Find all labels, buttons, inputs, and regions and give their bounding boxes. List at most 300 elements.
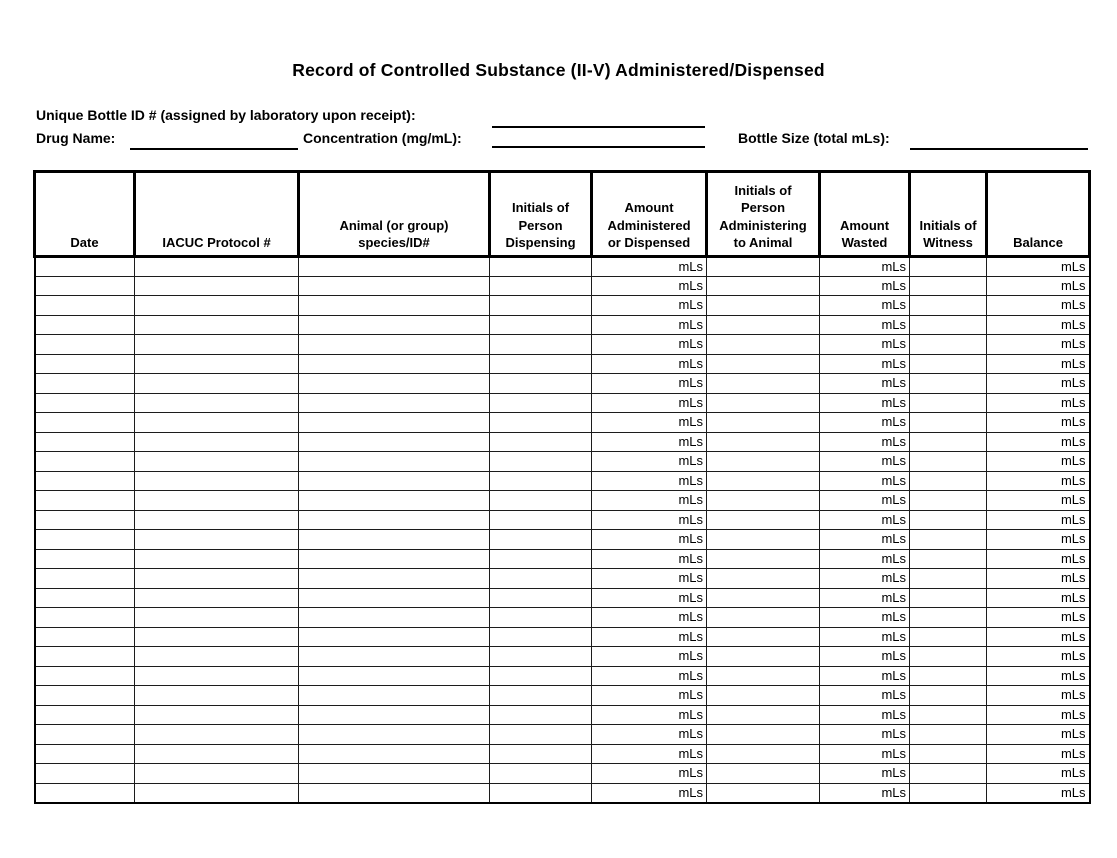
table-cell-amount-administered-or-dispensed: mLs [592, 530, 707, 550]
table-row [35, 705, 1090, 725]
table-cell-date [35, 608, 135, 628]
table-cell-date [35, 413, 135, 433]
table-row [35, 666, 1090, 686]
unique-bottle-id-label: Unique Bottle ID # (assigned by laboratory upon receipt): [36, 107, 416, 123]
table-cell-initials-of-person-dispensing [490, 744, 592, 764]
table-cell-initials-of-witness [910, 647, 987, 667]
table-row [35, 549, 1090, 569]
table-cell-amount-administered-or-dispensed: mLs [592, 705, 707, 725]
table-cell-animal-or-group-species-id [299, 296, 490, 316]
table-cell-initials-of-witness [910, 257, 987, 277]
table-cell-iacuc-protocol [135, 705, 299, 725]
table-cell-animal-or-group-species-id [299, 257, 490, 277]
table-cell-amount-administered-or-dispensed: mLs [592, 725, 707, 745]
table-row [35, 783, 1090, 803]
table-cell-date [35, 315, 135, 335]
table-cell-initials-of-person-dispensing [490, 374, 592, 394]
table-cell-date [35, 744, 135, 764]
table-cell-iacuc-protocol [135, 588, 299, 608]
table-row [35, 588, 1090, 608]
table-cell-initials-of-person-dispensing [490, 666, 592, 686]
table-cell-initials-of-person-administering-to-animal [707, 296, 820, 316]
table-cell-initials-of-person-dispensing [490, 764, 592, 784]
table-row [35, 491, 1090, 511]
table-header-row [35, 172, 1090, 257]
table-row [35, 569, 1090, 589]
table-cell-initials-of-person-administering-to-animal [707, 393, 820, 413]
table-cell-initials-of-person-dispensing [490, 569, 592, 589]
table-cell-initials-of-person-dispensing [490, 510, 592, 530]
table-cell-animal-or-group-species-id [299, 686, 490, 706]
table-cell-initials-of-person-dispensing [490, 588, 592, 608]
table-cell-initials-of-person-administering-to-animal [707, 686, 820, 706]
table-cell-iacuc-protocol [135, 393, 299, 413]
table-cell-date [35, 588, 135, 608]
drug-name-blank-line [130, 148, 298, 150]
drug-name-label: Drug Name: [36, 130, 116, 146]
column-header-label: Initials of Person Administering to Animal [719, 182, 807, 251]
table-cell-initials-of-person-administering-to-animal [707, 588, 820, 608]
table-cell-initials-of-witness [910, 686, 987, 706]
column-header-amount-wasted [820, 172, 910, 257]
table-cell-initials-of-witness [910, 276, 987, 296]
table-cell-balance: mLs [987, 452, 1090, 472]
table-cell-initials-of-person-dispensing [490, 452, 592, 472]
table-cell-amount-administered-or-dispensed: mLs [592, 744, 707, 764]
table-cell-balance: mLs [987, 666, 1090, 686]
table-cell-amount-administered-or-dispensed: mLs [592, 471, 707, 491]
table-cell-animal-or-group-species-id [299, 432, 490, 452]
column-header-label: Initials of Person Dispensing [505, 200, 576, 251]
table-cell-initials-of-witness [910, 432, 987, 452]
table-cell-balance: mLs [987, 744, 1090, 764]
table-cell-amount-administered-or-dispensed: mLs [592, 276, 707, 296]
table-cell-initials-of-witness [910, 764, 987, 784]
column-header-initials-of-witness [910, 172, 987, 257]
table-cell-initials-of-person-dispensing [490, 354, 592, 374]
table-cell-balance: mLs [987, 686, 1090, 706]
table-cell-initials-of-witness [910, 374, 987, 394]
table-cell-initials-of-witness [910, 354, 987, 374]
table-cell-animal-or-group-species-id [299, 627, 490, 647]
table-cell-animal-or-group-species-id [299, 413, 490, 433]
table-cell-iacuc-protocol [135, 296, 299, 316]
table-cell-initials-of-witness [910, 413, 987, 433]
table-row [35, 354, 1090, 374]
table-cell-balance: mLs [987, 549, 1090, 569]
table-cell-date [35, 374, 135, 394]
table-cell-iacuc-protocol [135, 549, 299, 569]
column-header-label: IACUC Protocol # [162, 235, 271, 251]
table-cell-iacuc-protocol [135, 530, 299, 550]
table-cell-iacuc-protocol [135, 725, 299, 745]
table-cell-animal-or-group-species-id [299, 744, 490, 764]
table-cell-date [35, 530, 135, 550]
table-cell-amount-administered-or-dispensed: mLs [592, 296, 707, 316]
table-cell-date [35, 296, 135, 316]
table-cell-balance: mLs [987, 393, 1090, 413]
table-cell-iacuc-protocol [135, 354, 299, 374]
table-cell-amount-administered-or-dispensed: mLs [592, 335, 707, 355]
table-cell-initials-of-person-administering-to-animal [707, 705, 820, 725]
column-header-label: Amount Administered or Dispensed [607, 200, 691, 251]
table-cell-initials-of-person-administering-to-animal [707, 783, 820, 803]
table-cell-iacuc-protocol [135, 491, 299, 511]
table-cell-initials-of-person-administering-to-animal [707, 491, 820, 511]
table-cell-iacuc-protocol [135, 666, 299, 686]
table-cell-balance: mLs [987, 374, 1090, 394]
bottle-size-blank-line [910, 148, 1088, 150]
table-cell-amount-wasted: mLs [820, 783, 910, 803]
table-cell-initials-of-witness [910, 393, 987, 413]
table-cell-initials-of-person-dispensing [490, 257, 592, 277]
table-cell-iacuc-protocol [135, 471, 299, 491]
table-cell-amount-wasted: mLs [820, 432, 910, 452]
table-cell-animal-or-group-species-id [299, 354, 490, 374]
table-cell-animal-or-group-species-id [299, 764, 490, 784]
table-cell-date [35, 354, 135, 374]
table-cell-initials-of-person-dispensing [490, 432, 592, 452]
table-cell-initials-of-person-administering-to-animal [707, 413, 820, 433]
table-cell-date [35, 647, 135, 667]
table-cell-date [35, 569, 135, 589]
column-header-label: Balance [1013, 235, 1063, 251]
table-cell-animal-or-group-species-id [299, 569, 490, 589]
table-cell-animal-or-group-species-id [299, 452, 490, 472]
table-cell-iacuc-protocol [135, 627, 299, 647]
table-cell-amount-wasted: mLs [820, 452, 910, 472]
table-row [35, 276, 1090, 296]
table-cell-date [35, 627, 135, 647]
table-cell-amount-administered-or-dispensed: mLs [592, 374, 707, 394]
table-cell-initials-of-person-administering-to-animal [707, 452, 820, 472]
table-cell-amount-administered-or-dispensed: mLs [592, 627, 707, 647]
column-header-amount-administered-or-dispensed [592, 172, 707, 257]
table-row [35, 335, 1090, 355]
table-cell-initials-of-witness [910, 549, 987, 569]
table-cell-iacuc-protocol [135, 452, 299, 472]
table-cell-amount-administered-or-dispensed: mLs [592, 764, 707, 784]
table-cell-initials-of-witness [910, 627, 987, 647]
table-row [35, 471, 1090, 491]
table-cell-amount-wasted: mLs [820, 393, 910, 413]
table-cell-iacuc-protocol [135, 647, 299, 667]
table-cell-balance: mLs [987, 296, 1090, 316]
column-header-balance [987, 172, 1090, 257]
table-cell-initials-of-person-dispensing [490, 549, 592, 569]
table-cell-balance: mLs [987, 432, 1090, 452]
table-cell-date [35, 452, 135, 472]
table-cell-amount-wasted: mLs [820, 276, 910, 296]
table-cell-balance: mLs [987, 588, 1090, 608]
table-cell-iacuc-protocol [135, 686, 299, 706]
table-cell-iacuc-protocol [135, 569, 299, 589]
table-cell-initials-of-person-dispensing [490, 491, 592, 511]
table-cell-initials-of-witness [910, 608, 987, 628]
table-cell-animal-or-group-species-id [299, 608, 490, 628]
table-cell-iacuc-protocol [135, 783, 299, 803]
table-cell-animal-or-group-species-id [299, 725, 490, 745]
table-cell-initials-of-person-administering-to-animal [707, 530, 820, 550]
table-cell-initials-of-witness [910, 666, 987, 686]
table-cell-date [35, 257, 135, 277]
table-cell-animal-or-group-species-id [299, 491, 490, 511]
table-cell-amount-wasted: mLs [820, 510, 910, 530]
table-cell-initials-of-witness [910, 491, 987, 511]
table-cell-amount-wasted: mLs [820, 647, 910, 667]
table-cell-balance: mLs [987, 647, 1090, 667]
table-cell-amount-administered-or-dispensed: mLs [592, 257, 707, 277]
table-cell-balance: mLs [987, 257, 1090, 277]
table-row [35, 296, 1090, 316]
record-table [33, 170, 1091, 804]
table-cell-balance: mLs [987, 315, 1090, 335]
table-cell-balance: mLs [987, 510, 1090, 530]
table-cell-date [35, 491, 135, 511]
table-cell-initials-of-person-administering-to-animal [707, 549, 820, 569]
table-cell-initials-of-person-administering-to-animal [707, 471, 820, 491]
table-cell-amount-wasted: mLs [820, 705, 910, 725]
record-table-container [33, 170, 1091, 804]
table-cell-initials-of-witness [910, 588, 987, 608]
table-row [35, 413, 1090, 433]
table-cell-amount-administered-or-dispensed: mLs [592, 686, 707, 706]
table-cell-initials-of-witness [910, 510, 987, 530]
table-cell-initials-of-person-dispensing [490, 627, 592, 647]
table-cell-balance: mLs [987, 569, 1090, 589]
table-cell-balance: mLs [987, 783, 1090, 803]
table-cell-amount-wasted: mLs [820, 569, 910, 589]
table-cell-animal-or-group-species-id [299, 588, 490, 608]
table-cell-balance: mLs [987, 627, 1090, 647]
table-cell-iacuc-protocol [135, 374, 299, 394]
table-cell-initials-of-person-dispensing [490, 705, 592, 725]
table-cell-amount-wasted: mLs [820, 354, 910, 374]
table-row [35, 393, 1090, 413]
table-cell-initials-of-witness [910, 705, 987, 725]
table-cell-initials-of-witness [910, 530, 987, 550]
table-cell-initials-of-person-administering-to-animal [707, 276, 820, 296]
table-cell-animal-or-group-species-id [299, 549, 490, 569]
table-cell-initials-of-witness [910, 335, 987, 355]
table-cell-amount-wasted: mLs [820, 374, 910, 394]
column-header-iacuc-protocol [135, 172, 299, 257]
table-cell-initials-of-person-dispensing [490, 530, 592, 550]
table-cell-initials-of-person-administering-to-animal [707, 647, 820, 667]
table-cell-initials-of-witness [910, 783, 987, 803]
table-cell-amount-administered-or-dispensed: mLs [592, 569, 707, 589]
table-cell-date [35, 764, 135, 784]
table-cell-amount-administered-or-dispensed: mLs [592, 413, 707, 433]
table-cell-animal-or-group-species-id [299, 471, 490, 491]
table-cell-initials-of-person-administering-to-animal [707, 569, 820, 589]
table-cell-balance: mLs [987, 705, 1090, 725]
column-header-label: Initials of Witness [919, 217, 977, 251]
table-cell-balance: mLs [987, 491, 1090, 511]
table-row [35, 725, 1090, 745]
table-row [35, 257, 1090, 277]
table-row [35, 510, 1090, 530]
table-cell-animal-or-group-species-id [299, 705, 490, 725]
table-cell-initials-of-person-administering-to-animal [707, 725, 820, 745]
table-cell-amount-wasted: mLs [820, 530, 910, 550]
table-cell-balance: mLs [987, 354, 1090, 374]
table-cell-animal-or-group-species-id [299, 647, 490, 667]
table-cell-initials-of-person-dispensing [490, 783, 592, 803]
table-cell-initials-of-witness [910, 725, 987, 745]
table-cell-amount-wasted: mLs [820, 666, 910, 686]
table-cell-iacuc-protocol [135, 315, 299, 335]
table-cell-amount-wasted: mLs [820, 471, 910, 491]
table-cell-initials-of-person-administering-to-animal [707, 510, 820, 530]
column-header-label: Date [70, 235, 99, 251]
concentration-blank-line [492, 146, 705, 148]
table-cell-animal-or-group-species-id [299, 510, 490, 530]
table-cell-amount-administered-or-dispensed: mLs [592, 608, 707, 628]
table-cell-animal-or-group-species-id [299, 335, 490, 355]
table-cell-animal-or-group-species-id [299, 666, 490, 686]
table-cell-animal-or-group-species-id [299, 276, 490, 296]
table-cell-balance: mLs [987, 276, 1090, 296]
table-row [35, 647, 1090, 667]
table-cell-amount-administered-or-dispensed: mLs [592, 354, 707, 374]
table-row [35, 608, 1090, 628]
table-cell-amount-wasted: mLs [820, 764, 910, 784]
table-cell-date [35, 393, 135, 413]
table-cell-initials-of-person-administering-to-animal [707, 257, 820, 277]
page-title: Record of Controlled Substance (II-V) Administered/Dispensed [292, 60, 825, 80]
table-cell-initials-of-person-dispensing [490, 315, 592, 335]
table-cell-date [35, 725, 135, 745]
table-cell-amount-administered-or-dispensed: mLs [592, 315, 707, 335]
table-cell-iacuc-protocol [135, 257, 299, 277]
table-cell-date [35, 549, 135, 569]
table-cell-amount-administered-or-dispensed: mLs [592, 491, 707, 511]
table-cell-animal-or-group-species-id [299, 783, 490, 803]
table-cell-initials-of-person-dispensing [490, 393, 592, 413]
table-cell-initials-of-person-dispensing [490, 335, 592, 355]
table-cell-date [35, 510, 135, 530]
table-cell-amount-administered-or-dispensed: mLs [592, 432, 707, 452]
table-cell-initials-of-witness [910, 315, 987, 335]
table-cell-balance: mLs [987, 335, 1090, 355]
column-header-label: Amount Wasted [839, 217, 890, 251]
table-cell-initials-of-person-administering-to-animal [707, 744, 820, 764]
table-cell-date [35, 432, 135, 452]
table-cell-animal-or-group-species-id [299, 393, 490, 413]
table-cell-animal-or-group-species-id [299, 315, 490, 335]
table-cell-initials-of-person-administering-to-animal [707, 432, 820, 452]
table-cell-amount-administered-or-dispensed: mLs [592, 393, 707, 413]
table-cell-amount-administered-or-dispensed: mLs [592, 647, 707, 667]
table-cell-initials-of-person-administering-to-animal [707, 335, 820, 355]
table-cell-amount-administered-or-dispensed: mLs [592, 666, 707, 686]
table-cell-amount-wasted: mLs [820, 744, 910, 764]
table-cell-initials-of-person-administering-to-animal [707, 666, 820, 686]
table-cell-amount-wasted: mLs [820, 608, 910, 628]
table-cell-date [35, 276, 135, 296]
table-cell-amount-administered-or-dispensed: mLs [592, 452, 707, 472]
table-cell-initials-of-witness [910, 471, 987, 491]
table-cell-amount-administered-or-dispensed: mLs [592, 549, 707, 569]
table-cell-date [35, 666, 135, 686]
column-header-animal-or-group-species-id [299, 172, 490, 257]
column-header-label: Animal (or group) species/ID# [339, 217, 449, 251]
table-row [35, 315, 1090, 335]
table-cell-initials-of-person-dispensing [490, 471, 592, 491]
table-cell-iacuc-protocol [135, 335, 299, 355]
table-cell-iacuc-protocol [135, 608, 299, 628]
table-row [35, 627, 1090, 647]
table-row [35, 432, 1090, 452]
table-cell-initials-of-witness [910, 744, 987, 764]
table-cell-animal-or-group-species-id [299, 374, 490, 394]
table-cell-balance: mLs [987, 725, 1090, 745]
table-cell-amount-wasted: mLs [820, 413, 910, 433]
table-row [35, 686, 1090, 706]
table-cell-amount-wasted: mLs [820, 315, 910, 335]
table-cell-initials-of-person-administering-to-animal [707, 315, 820, 335]
table-cell-initials-of-witness [910, 296, 987, 316]
table-cell-amount-wasted: mLs [820, 257, 910, 277]
table-cell-animal-or-group-species-id [299, 530, 490, 550]
table-cell-date [35, 783, 135, 803]
table-row [35, 452, 1090, 472]
table-cell-amount-administered-or-dispensed: mLs [592, 510, 707, 530]
column-header-initials-of-person-administering-to-animal [707, 172, 820, 257]
table-cell-amount-wasted: mLs [820, 296, 910, 316]
table-cell-initials-of-person-administering-to-animal [707, 354, 820, 374]
table-cell-amount-wasted: mLs [820, 725, 910, 745]
table-cell-amount-wasted: mLs [820, 686, 910, 706]
table-cell-initials-of-person-administering-to-animal [707, 764, 820, 784]
table-row [35, 744, 1090, 764]
table-cell-balance: mLs [987, 608, 1090, 628]
table-cell-iacuc-protocol [135, 413, 299, 433]
table-cell-date [35, 471, 135, 491]
table-cell-iacuc-protocol [135, 432, 299, 452]
unique-bottle-id-blank-line [492, 126, 705, 128]
table-cell-balance: mLs [987, 413, 1090, 433]
table-row [35, 374, 1090, 394]
table-cell-amount-wasted: mLs [820, 549, 910, 569]
table-cell-amount-wasted: mLs [820, 588, 910, 608]
concentration-label: Concentration (mg/mL): [303, 130, 462, 146]
table-cell-iacuc-protocol [135, 764, 299, 784]
bottle-size-label: Bottle Size (total mLs): [738, 130, 890, 146]
column-header-date [35, 172, 135, 257]
table-cell-initials-of-person-administering-to-animal [707, 374, 820, 394]
table-cell-iacuc-protocol [135, 744, 299, 764]
table-cell-initials-of-person-dispensing [490, 608, 592, 628]
table-cell-amount-administered-or-dispensed: mLs [592, 783, 707, 803]
table-cell-initials-of-witness [910, 452, 987, 472]
table-cell-balance: mLs [987, 764, 1090, 784]
table-cell-initials-of-person-dispensing [490, 276, 592, 296]
table-cell-initials-of-person-administering-to-animal [707, 627, 820, 647]
table-cell-amount-wasted: mLs [820, 335, 910, 355]
table-row [35, 530, 1090, 550]
table-cell-initials-of-person-administering-to-animal [707, 608, 820, 628]
table-cell-date [35, 335, 135, 355]
table-cell-amount-administered-or-dispensed: mLs [592, 588, 707, 608]
table-cell-amount-wasted: mLs [820, 491, 910, 511]
table-cell-initials-of-person-dispensing [490, 725, 592, 745]
table-cell-initials-of-person-dispensing [490, 413, 592, 433]
table-cell-amount-wasted: mLs [820, 627, 910, 647]
table-cell-date [35, 686, 135, 706]
table-cell-iacuc-protocol [135, 276, 299, 296]
